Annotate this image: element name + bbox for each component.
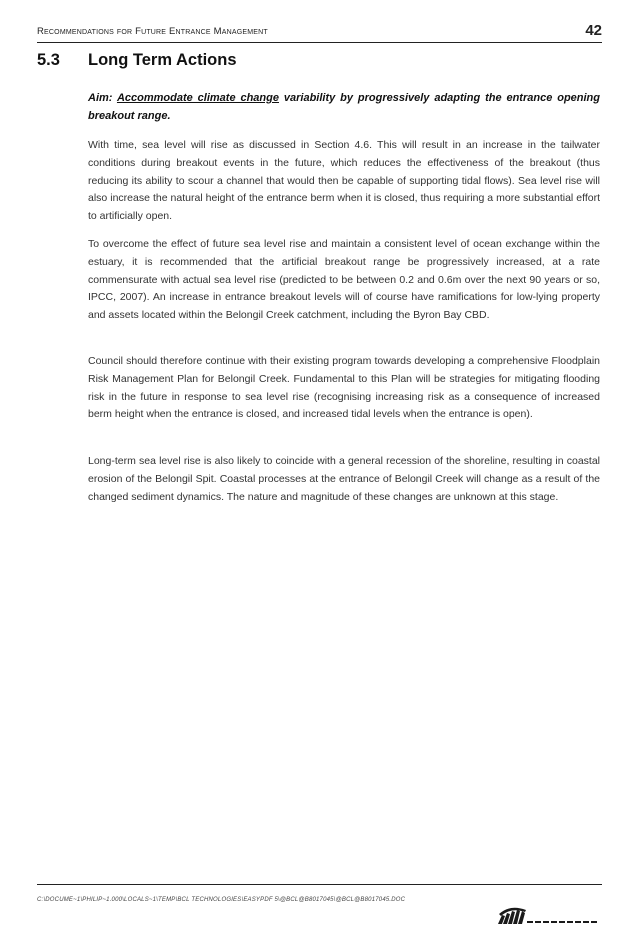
footer-divider xyxy=(37,884,602,885)
paragraph-shoreline-recession: Long-term sea level rise is also likely to coincide with a general recession of the shoreline, resulting in coastal erosion of the Belongil Spit. Coastal processes at the entrance of Belongil Creek will change as a result of the changed sediment dynamics. The nature and magnitude of these changes are unknown at this stage. xyxy=(88,455,600,503)
aim-rest-text: variability by progressively adapting the entrance opening breakout range. xyxy=(88,92,600,122)
running-header-title: Recommendations for Future Entrance Management xyxy=(37,26,268,37)
aim-statement xyxy=(88,89,600,125)
paragraph-floodplain-plan: Council should therefore continue with their existing program towards developing a comprehensive Floodplain Risk Management Plan for Belongil Creek. Fundamental to this Plan will be strategies for mitigating flooding risk in the future in response to sea level rise (recognising increasing risk as a consequence of increased berm height when the entrance is closed, and increased tidal levels when the entrance is open). xyxy=(88,355,600,421)
section-title: Long Term Actions xyxy=(88,51,237,69)
section-number: 5.3 xyxy=(37,51,60,69)
aim-underlined-text: Accommodate climate change xyxy=(116,92,279,104)
section-heading xyxy=(37,51,237,70)
page-header xyxy=(37,22,602,43)
aim-prefix: Aim: xyxy=(88,92,117,104)
footer-file-path: C:\DOCUME~1\PHILIP~1.000\LOCALS~1\TEMP\BCL TECHNOLOGIES\EASYPDF 5\@BCL@B8017045\@BCL@B8017045.DOC xyxy=(37,897,406,903)
page-number: 42 xyxy=(585,22,602,39)
paragraph-sea-level-rise: With time, sea level will rise as discussed in Section 4.6. This will result in an increase in the tailwater conditions during breakout events in the future, which reduces the effectiveness of the breakout (thus reducing its ability to scour a channel that would then be capable of supporting tidal flows). Sea level rise will also increase the natural height of the entrance berm when it is closed, thus requiring a more substantial effort to artificially open. xyxy=(88,139,600,223)
paragraph-breakout-range: To overcome the effect of future sea level rise and maintain a consistent level of ocean exchange within the estuary, it is recommended that the artificial breakout range be progressively increased, at a rate commensurate with actual sea level rise (predicted to be between 0.2 and 0.6m over the next 90 years or so, IPCC, 2007). An increase in entrance breakout levels will of course have ramifications for low-lying property and assets located within the Belongil Creek catchment, including the Byron Bay CBD. xyxy=(88,238,600,322)
company-logo-icon xyxy=(496,904,602,925)
